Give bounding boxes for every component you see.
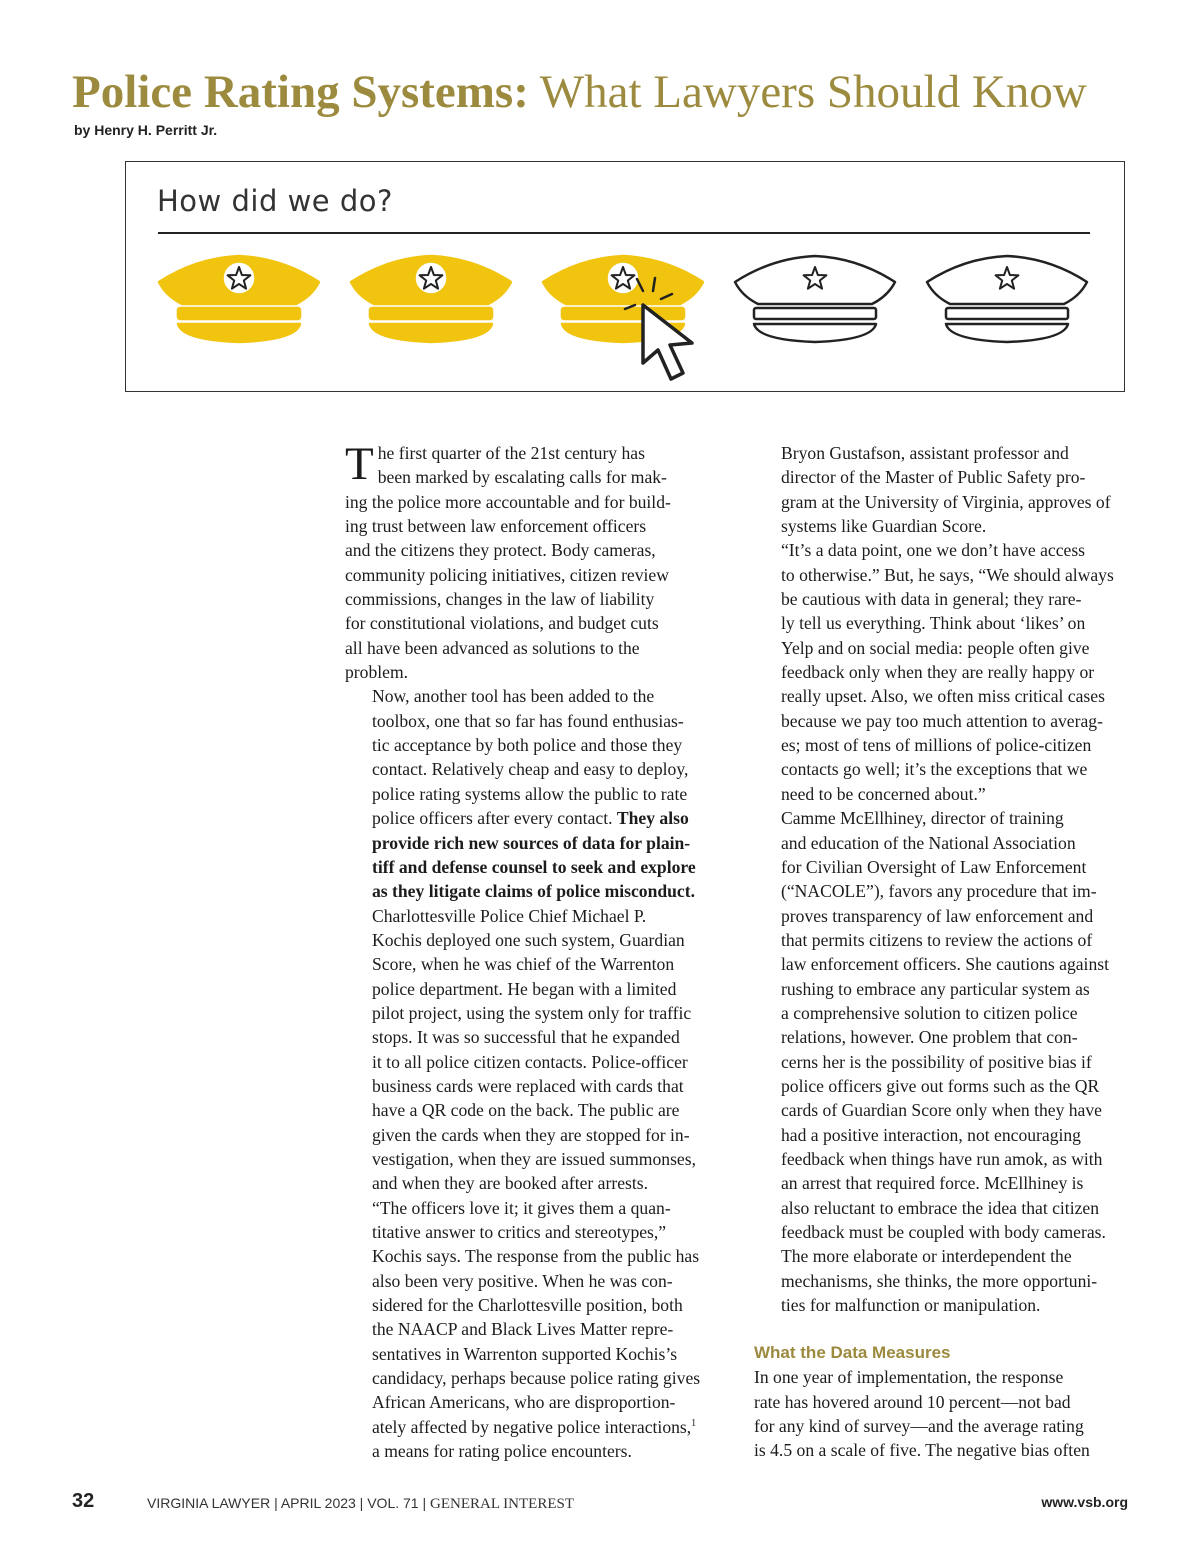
text-line: Bryon Gustafson, assistant professor and — [781, 443, 1069, 463]
text-line: is 4.5 on a scale of five. The negative bias often — [754, 1440, 1090, 1461]
text-line: stops. It was so successful that he expanded — [372, 1027, 680, 1048]
article-column-left — [345, 438, 729, 1463]
text-plain: police officers after every contact. — [372, 808, 613, 829]
text-line: to otherwise.” But, he says, “We should always — [781, 564, 1114, 585]
text-line: rushing to embrace any particular system as — [781, 978, 1090, 999]
text-line: “It’s a data point, one we don’t have access — [781, 540, 1086, 561]
cursor-arrow-icon — [623, 275, 713, 385]
text-line: given the cards when they are stopped for in- — [372, 1124, 690, 1145]
text-line: pilot project, using the system only for traffic — [372, 1002, 692, 1023]
paragraph-4 — [345, 1196, 729, 1464]
text-line: African Americans, who are disproportion- — [372, 1392, 676, 1413]
text-line: and when they are booked after arrests. — [372, 1173, 649, 1194]
figure-divider — [158, 232, 1090, 234]
paragraph-8 — [754, 1365, 1138, 1462]
text-line: community policing initiatives, citizen review — [345, 564, 669, 585]
paragraph-intro — [345, 438, 729, 684]
text-line: police rating systems allow the public to rate — [372, 783, 688, 804]
text-line: cards of Guardian Score only when they have — [781, 1100, 1102, 1121]
text-line: titative answer to critics and stereotypes,” — [372, 1222, 667, 1242]
text-line: gram at the University of Virginia, approves of — [781, 491, 1111, 512]
title-regular-part: What Lawyers Should Know — [539, 66, 1087, 118]
section-label: GENERAL INTEREST — [430, 1496, 575, 1512]
text-line: Yelp and on social media: people often give — [781, 637, 1090, 658]
text-line: vestigation, when they are issued summonses, — [372, 1148, 696, 1169]
text-line: contact. Relatively cheap and easy to deploy, — [372, 759, 689, 780]
article-title — [72, 62, 1087, 122]
paragraph-3 — [345, 904, 729, 1196]
text-line: Kochis says. The response from the public has — [372, 1246, 700, 1267]
text-line: contacts go well; it’s the exceptions that we — [781, 759, 1088, 780]
text-line: systems like Guardian Score. — [781, 516, 987, 537]
text-line: toolbox, one that so far has found enthusias- — [372, 710, 684, 731]
text-line: (“NACOLE”), favors any procedure that im- — [781, 881, 1097, 902]
text-line: candidacy, perhaps because police rating gives — [372, 1368, 701, 1389]
paragraph-2 — [345, 684, 729, 903]
text-line: need to be concerned about.” — [781, 783, 986, 804]
rating-illustration — [125, 161, 1125, 392]
text-line: proves transparency of law enforcement and — [781, 905, 1094, 926]
text-line: have a QR code on the back. The public are — [372, 1100, 680, 1121]
text-line: Now, another tool has been added to the — [372, 686, 655, 707]
text-line: rate has hovered around 10 percent—not bad — [754, 1391, 1071, 1412]
page-number: 32 — [72, 1490, 95, 1512]
text-line: ly tell us everything. Think about ‘likes’ on — [781, 613, 1086, 634]
text-line: sentatives in Warrenton supported Kochis’s — [372, 1343, 678, 1364]
paragraph-5 — [754, 441, 1138, 538]
text-line: for Civilian Oversight of Law Enforcement — [781, 856, 1087, 877]
text-line: In one year of implementation, the response — [754, 1367, 1064, 1388]
figure-title: How did we do? — [157, 184, 393, 218]
text-line — [345, 1415, 729, 1439]
text-line: that permits citizens to review the actions of — [781, 929, 1093, 950]
text-line: police department. He began with a limited — [372, 978, 677, 999]
text-line — [345, 806, 729, 830]
text-line: and the citizens they protect. Body cameras, — [345, 540, 656, 561]
text-line: ing the police more accountable and for build- — [345, 491, 671, 512]
text-line: all have been advanced as solutions to the — [345, 637, 640, 658]
publication-info — [147, 1495, 574, 1513]
website-link: www.vsb.org — [1041, 1494, 1128, 1510]
text-line: really upset. Also, we often miss critical cases — [781, 686, 1105, 707]
text-line: he first quarter of the 21st century has — [377, 443, 645, 463]
police-hat-icon — [156, 254, 322, 344]
text-line: also been very positive. When he was con- — [372, 1270, 673, 1291]
text-line: The more elaborate or interdependent the — [781, 1246, 1072, 1267]
text-line: business cards were replaced with cards that — [372, 1075, 684, 1096]
text-line: tic acceptance by both police and those they — [372, 735, 683, 756]
text-line: Camme McEllhiney, director of training — [781, 808, 1064, 829]
paragraph-6 — [754, 538, 1138, 806]
text-line: be cautious with data in general; they rare- — [781, 589, 1082, 610]
text-line: an arrest that required force. McEllhiney is — [781, 1173, 1084, 1194]
text-line: Charlottesville Police Chief Michael P. — [372, 905, 647, 926]
publication-name: VIRGINIA LAWYER | APRIL 2023 | VOL. 71 | — [147, 1495, 427, 1511]
text-line: tiff and defense counsel to seek and explore — [372, 856, 696, 877]
text-line: the NAACP and Black Lives Matter repre- — [372, 1319, 674, 1340]
title-bold-part: Police Rating Systems: — [72, 66, 529, 118]
page-footer — [72, 1490, 1128, 1520]
text-line: feedback when things have run amok, as with — [781, 1148, 1103, 1169]
text-line: for constitutional violations, and budget cuts — [345, 613, 659, 634]
text-line: because we pay too much attention to averag- — [781, 710, 1103, 731]
text-plain: ately affected by negative police interactions, — [372, 1416, 692, 1437]
text-line: been marked by escalating calls for mak- — [377, 467, 667, 488]
text-line: ties for malfunction or manipulation. — [781, 1295, 1041, 1316]
text-line: relations, however. One problem that con- — [781, 1027, 1078, 1048]
text-line: feedback only when they are really happy or — [781, 662, 1095, 683]
text-line: feedback must be coupled with body cameras. — [781, 1222, 1106, 1242]
text-line: it to all police citizen contacts. Police-officer — [372, 1051, 688, 1072]
text-line: cerns her is the possibility of positive bias if — [781, 1051, 1092, 1072]
text-line: provide rich new sources of data for plain- — [372, 832, 691, 853]
text-line: sidered for the Charlottesville position, both — [372, 1295, 683, 1316]
text-line: as they litigate claims of police misconduct. — [372, 881, 696, 902]
text-line: a means for rating police encounters. — [372, 1441, 632, 1462]
text-line: and education of the National Association — [781, 832, 1076, 853]
text-line: es; most of tens of millions of police-citizen — [781, 735, 1092, 756]
section-heading: What the Data Measures — [754, 1343, 951, 1363]
text-bold: They also — [616, 808, 689, 829]
drop-cap: T — [345, 438, 374, 490]
article-column-right — [754, 441, 1138, 1463]
text-line: also reluctant to embrace the idea that citizen — [781, 1197, 1100, 1218]
text-line: for any kind of survey—and the average rating — [754, 1416, 1084, 1437]
text-line: mechanisms, she thinks, the more opportuni- — [781, 1270, 1098, 1291]
police-hat-icon — [348, 254, 514, 344]
police-hat-icon — [732, 254, 898, 344]
text-line: director of the Master of Public Safety pro- — [781, 467, 1086, 488]
paragraph-7 — [754, 806, 1138, 1317]
text-line: police officers give out forms such as the QR — [781, 1075, 1100, 1096]
police-hat-icon — [924, 254, 1090, 344]
footnote-marker: 1 — [691, 1417, 697, 1429]
text-line: had a positive interaction, not encouraging — [781, 1124, 1081, 1145]
byline: by Henry H. Perritt Jr. — [74, 122, 218, 138]
text-line: “The officers love it; it gives them a quan- — [372, 1197, 671, 1218]
text-line: Kochis deployed one such system, Guardian — [372, 929, 685, 950]
text-line: ing trust between law enforcement officers — [345, 516, 647, 537]
text-line: commissions, changes in the law of liability — [345, 589, 655, 610]
text-line: Score, when he was chief of the Warrenton — [372, 954, 675, 975]
text-line: a comprehensive solution to citizen police — [781, 1002, 1078, 1023]
text-line: law enforcement officers. She cautions against — [781, 954, 1109, 975]
text-line: problem. — [345, 662, 409, 683]
